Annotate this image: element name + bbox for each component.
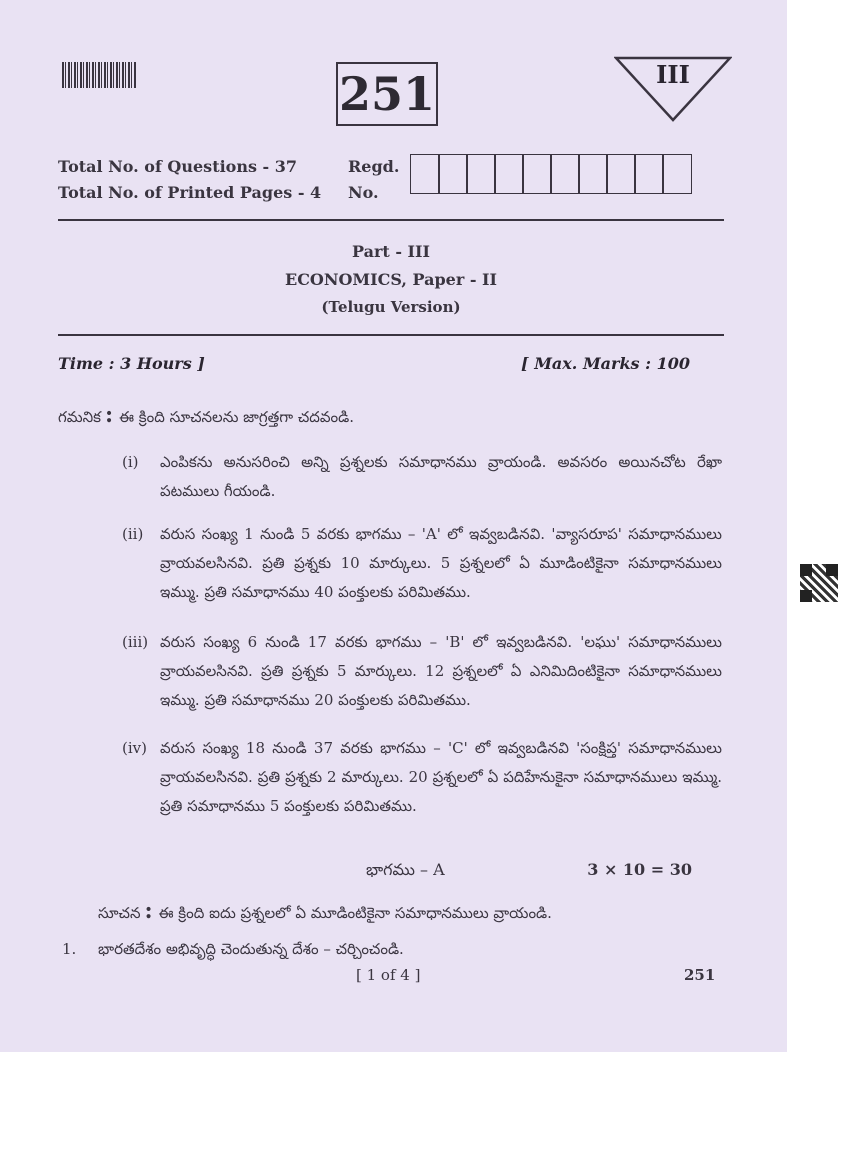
instruction-item [122,448,722,506]
instruction-number: (iv) [122,739,147,757]
part-badge-label: III [656,60,690,89]
instruction-number: (ii) [122,525,144,543]
suggestion-label: సూచన [98,904,141,922]
paper-code-box [336,62,438,126]
total-pages: Total No. of Printed Pages - 4 [58,183,322,202]
part-title: Part - III [351,242,431,261]
regd-digit-box[interactable] [550,154,580,194]
regd-digit-box[interactable] [438,154,468,194]
question-text: భారతదేశం అభివృద్ధి చెందుతున్న దేశం – చర్చించండి. [98,940,404,958]
note-text: ఈ క్రింది సూచనలను జాగ్రత్తగా చదవండి. [119,408,355,426]
subject-title: ECONOMICS, Paper - II [285,270,497,289]
regd-number-boxes [410,154,690,194]
suggestion-text: ఈ క్రింది ఐదు ప్రశ్నలలో ఏ మూడింటికైనా సమాధానములు వ్రాయండి. [158,904,552,922]
question-item [62,940,404,962]
instruction-number: (iii) [122,633,149,651]
qr-code-icon [800,564,838,602]
section-title: భాగము – A [366,860,445,879]
divider [58,334,724,336]
section-heading [366,860,692,883]
question-number: 1. [62,940,77,958]
version-title: (Telugu Version) [321,298,461,316]
regd-label: Regd. [348,157,400,176]
instruction-number: (i) [122,453,139,471]
section-marks: 3 × 10 = 30 [587,860,692,879]
paper-code: 251 [338,67,436,121]
time-allowed: Time : 3 Hours ] [58,354,205,373]
regd-digit-box[interactable] [494,154,524,194]
instruction-text: వరుస సంఖ్య 18 నుండి 37 వరకు భాగము – 'C' లో ఇవ్వబడినవి 'సంక్షిప్త' సమాధానములు వ్రాయవలసినవి. ప్రతి ప్రశ్నకు 2 మార్కులు. 20 ప్రశ్నలలో ఏ పదిహేనుకైనా సమాధానములు ఇమ్ము. ప్రతి సమాధానము 5 పంక్తులకు పరిమితము. [160,739,722,815]
regd-digit-box[interactable] [522,154,552,194]
regd-digit-box[interactable] [634,154,664,194]
total-questions: Total No. of Questions - 37 [58,157,298,176]
regd-digit-box[interactable] [410,154,440,194]
regd-digit-box[interactable] [466,154,496,194]
regd-digit-box[interactable] [578,154,608,194]
suggestion-line: సూచన : ఈ క్రింది ఐదు ప్రశ్నలలో ఏ మూడింటికైనా సమాధానములు వ్రాయండి. [98,898,552,924]
barcode [62,62,136,88]
regd-digit-box[interactable] [606,154,636,194]
max-marks: [ Max. Marks : 100 [521,354,690,373]
instruction-item [122,628,722,715]
note-line: గమనిక : ఈ క్రింది సూచనలను జాగ్రత్తగా చదవండి. [58,402,355,428]
time-marks-line [58,354,690,373]
regd-no-label: No. [348,183,379,202]
footer-paper-code: 251 [684,966,716,984]
instruction-text: ఎంపికను అనుసరించి అన్ని ప్రశ్నలకు సమాధానము వ్రాయండి. అవసరం అయినచోట రేఖా పటములు గీయండి. [160,453,722,500]
instruction-item [122,734,722,821]
note-label: గమనిక [58,408,101,426]
instruction-text: వరుస సంఖ్య 1 నుండి 5 వరకు భాగము – 'A' లో ఇవ్వబడినవి. 'వ్యాసరూప' సమాధానములు వ్రాయవలసినవి. ప్రతి ప్రశ్నకు 10 మార్కులు. 5 ప్రశ్నలలో ఏ మూడింటికైనా సమాధానములు ఇమ్ము. ప్రతి సమాధానము 40 పంక్తులకు పరిమితము. [160,525,722,601]
divider [58,219,724,221]
instruction-item [122,520,722,607]
regd-digit-box[interactable] [662,154,692,194]
instruction-text: వరుస సంఖ్య 6 నుండి 17 వరకు భాగము – 'B' లో ఇవ్వబడినవి. 'లఘు' సమాధానములు వ్రాయవలసినవి. ప్రతి ప్రశ్నకు 5 మార్కులు. 12 ప్రశ్నలలో ఏ ఎనిమిదింటికైనా సమాధానములు ఇమ్ము. ప్రతి సమాధానము 20 పంక్తులకు పరిమితము. [160,633,722,709]
page-indicator: [ 1 of 4 ] [356,966,421,984]
